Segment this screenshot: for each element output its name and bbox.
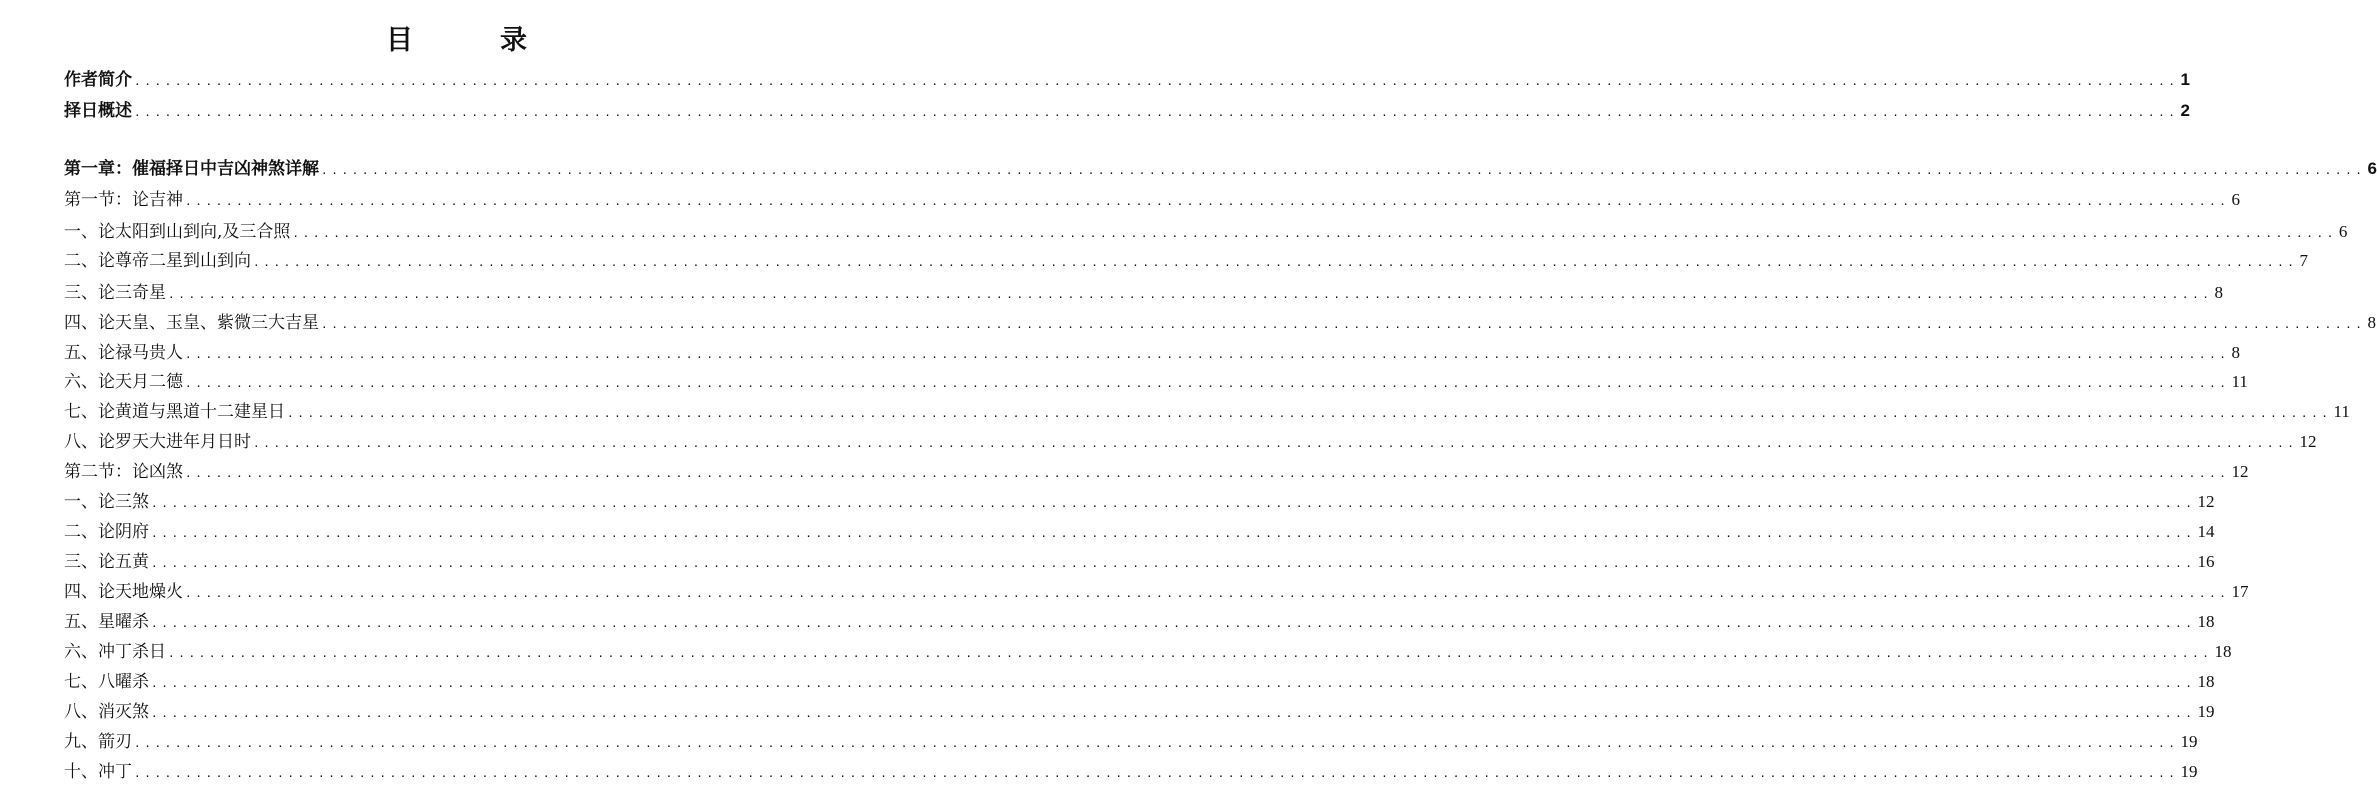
- toc-entry-number: 六、: [64, 642, 98, 662]
- toc-entry-label: 第一章：催福择日中吉凶神煞详解: [64, 159, 319, 179]
- toc-page-number: 8: [2214, 283, 2224, 302]
- toc-entry[interactable]: [64, 459, 2249, 485]
- toc-leader-dots: ........................................................................................................................................................................................................: [321, 164, 2366, 177]
- toc-entry[interactable]: [64, 609, 2215, 635]
- toc-leader-dots: ........................................................................................................................................................................................................: [168, 288, 2213, 301]
- toc-leader-dots: ........................................................................................................................................................................................................: [134, 737, 2179, 750]
- toc-entry-number: 五、: [64, 612, 98, 632]
- toc-leader-dots: ........................................................................................................................................................................................................: [134, 106, 2179, 119]
- toc-entry[interactable]: [64, 369, 2248, 395]
- toc-entry[interactable]: [64, 489, 2215, 515]
- toc-entry[interactable]: [64, 669, 2215, 695]
- toc-entry-label: 第一节：论吉神: [64, 190, 183, 210]
- toc-entry-label: 二、论尊帝二星到山到向: [64, 251, 251, 271]
- toc-leader-dots: ........................................................................................................................................................................................................: [253, 437, 2298, 450]
- toc-leader-dots: ........................................................................................................................................................................................................: [185, 467, 2230, 480]
- toc-leader-dots: ........................................................................................................................................................................................................: [134, 767, 2179, 780]
- toc-page-number: 6: [2231, 190, 2241, 209]
- toc-leader-dots: ........................................................................................................................................................................................................: [168, 647, 2213, 660]
- toc-entry-number: 一、: [64, 492, 98, 512]
- toc-entry[interactable]: [64, 729, 2198, 755]
- toc-page-number: 8: [2367, 313, 2377, 332]
- toc-page-number: 11: [2231, 372, 2248, 391]
- toc-entry-label: 作者简介: [64, 70, 132, 90]
- toc-entry[interactable]: [64, 429, 2317, 455]
- toc-page-number: 17: [2231, 582, 2249, 601]
- toc-entry-label: 消灭煞: [98, 702, 149, 722]
- toc-entry[interactable]: [64, 639, 2232, 665]
- toc-page-number: 18: [2214, 642, 2232, 661]
- toc-entry-number: 九、: [64, 732, 98, 752]
- toc-page-number: 12: [2231, 462, 2249, 481]
- toc-page-number: 6: [2367, 159, 2377, 178]
- toc-entry-label: 冲丁杀日: [98, 642, 166, 662]
- toc-leader-dots: ........................................................................................................................................................................................................: [151, 497, 2196, 510]
- toc-entry-label: 论三煞: [98, 492, 149, 512]
- toc-leader-dots: ........................................................................................................................................................................................................: [185, 195, 2230, 208]
- toc-entry-label: 论阴府: [98, 522, 149, 542]
- toc-entry-label: 冲丁: [98, 762, 132, 782]
- toc-page-number: 19: [2180, 732, 2198, 751]
- toc-page-number: 19: [2197, 702, 2215, 721]
- toc-page-number: 14: [2197, 522, 2215, 541]
- toc-page-number: 1: [2180, 70, 2190, 89]
- toc-entry[interactable]: [64, 248, 2309, 274]
- toc-entry[interactable]: [64, 399, 2350, 425]
- toc-leader-dots: ........................................................................................................................................................................................................: [151, 557, 2196, 570]
- toc-page-number: 2: [2180, 101, 2190, 120]
- toc-page-number: 12: [2299, 432, 2317, 451]
- toc-entry-number: 四、: [64, 582, 98, 602]
- toc-page-number: 16: [2197, 552, 2215, 571]
- toc-leader-dots: ........................................................................................................................................................................................................: [292, 227, 2337, 240]
- toc-entry[interactable]: [64, 280, 2224, 306]
- toc-leader-dots: ........................................................................................................................................................................................................: [151, 707, 2196, 720]
- toc-page-number: 12: [2197, 492, 2215, 511]
- toc-entry[interactable]: [64, 340, 2241, 366]
- toc-entry[interactable]: [64, 156, 2377, 182]
- toc-entry[interactable]: [64, 310, 2377, 336]
- toc-entry-number: 三、: [64, 552, 98, 572]
- toc-entry-label: 八曜杀: [98, 672, 149, 692]
- toc-page-number: 18: [2197, 672, 2215, 691]
- toc-entry[interactable]: [64, 67, 2190, 93]
- toc-entry-label: 箭刃: [98, 732, 132, 752]
- toc-page-number: 19: [2180, 762, 2198, 781]
- toc-leader-dots: ........................................................................................................................................................................................................: [287, 407, 2332, 420]
- toc-entry-number: 八、: [64, 702, 98, 722]
- toc-entry-label: 五、论禄马贵人: [64, 343, 183, 363]
- toc-entry[interactable]: [64, 579, 2249, 605]
- toc-entry-label: 八、论罗天大进年月日时: [64, 432, 251, 452]
- toc-entry[interactable]: [64, 219, 2348, 245]
- page-title: 目 录: [386, 25, 557, 56]
- toc-entry[interactable]: [64, 699, 2215, 725]
- toc-leader-dots: ........................................................................................................................................................................................................: [321, 318, 2366, 331]
- toc-entry-label: 三、论三奇星: [64, 283, 166, 303]
- toc-entry[interactable]: [64, 187, 2241, 213]
- toc-leader-dots: ........................................................................................................................................................................................................: [151, 527, 2196, 540]
- toc-page-number: 7: [2299, 251, 2309, 270]
- toc-page-number: 18: [2197, 612, 2215, 631]
- toc-entry[interactable]: [64, 519, 2215, 545]
- toc-leader-dots: ........................................................................................................................................................................................................: [151, 617, 2196, 630]
- toc-entry[interactable]: [64, 759, 2198, 785]
- toc-page-number: 11: [2333, 402, 2350, 421]
- toc-entry-number: 七、: [64, 672, 98, 692]
- toc-leader-dots: ........................................................................................................................................................................................................: [185, 348, 2230, 361]
- toc-page-number: 6: [2338, 222, 2348, 241]
- toc-entry-label: 六、论天月二德: [64, 372, 183, 392]
- toc-leader-dots: ........................................................................................................................................................................................................: [151, 677, 2196, 690]
- toc-entry-label: 七、论黄道与黑道十二建星日: [64, 402, 285, 422]
- toc-entry-label: 第二节：论凶煞: [64, 462, 183, 482]
- toc-entry-number: 十、: [64, 762, 98, 782]
- toc-entry-label: 四、论天皇、玉皇、紫微三大吉星: [64, 313, 319, 333]
- toc-entry[interactable]: [64, 98, 2190, 124]
- toc-entry-label: 论天地燥火: [98, 582, 183, 602]
- toc-leader-dots: ........................................................................................................................................................................................................: [185, 587, 2230, 600]
- toc-entry-number: 二、: [64, 522, 98, 542]
- toc-entry-label: 论五黄: [98, 552, 149, 572]
- toc-entry-label: 星曜杀: [98, 612, 149, 632]
- toc-leader-dots: ........................................................................................................................................................................................................: [134, 75, 2179, 88]
- toc-leader-dots: ........................................................................................................................................................................................................: [253, 256, 2298, 269]
- toc-entry-label: 一、论太阳到山到向,及三合照: [64, 222, 291, 242]
- toc-entry[interactable]: [64, 549, 2215, 575]
- toc-leader-dots: ........................................................................................................................................................................................................: [185, 377, 2230, 390]
- toc-entry-label: 择日概述: [64, 101, 132, 121]
- toc-page-number: 8: [2231, 343, 2241, 362]
